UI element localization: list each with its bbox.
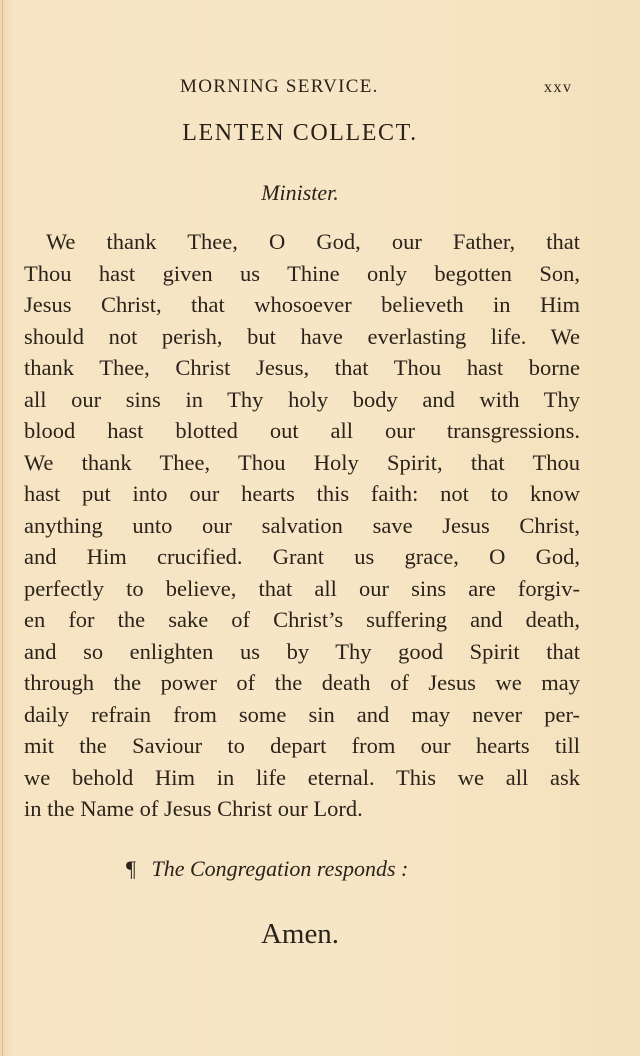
collect-line: en for the sake of Christ’s suffering and death,	[24, 607, 580, 632]
congregation-response: Amen.	[260, 918, 340, 950]
collect-line: Thou hast given us Thine only begotten Son,	[24, 260, 580, 286]
page-edge	[2, 0, 3, 1056]
section-heading: LENTEN COLLECT.	[182, 120, 418, 146]
collect-line: we behold Him in life eternal. This we all ask	[24, 764, 580, 790]
page-number: xxv	[544, 79, 573, 96]
collect-line: blood hast blotted out all our transgressions.	[24, 418, 580, 443]
collect-line: perfectly to believe, that all our sins are forgiv-	[24, 575, 580, 601]
collect-line: hast put into our hearts this faith: not to know	[24, 481, 580, 506]
collect-text	[24, 226, 580, 825]
collect-line: and Him crucified. Grant us grace, O God,	[24, 544, 580, 569]
speaker-label: Minister.	[261, 180, 339, 205]
running-title: MORNING SERVICE.	[180, 76, 379, 97]
collect-line: anything unto our salvation save Jesus Christ,	[24, 512, 580, 538]
running-head	[0, 76, 640, 104]
collect-line: in the Name of Jesus Christ our Lord.	[24, 796, 363, 821]
collect-line: should not perish, but have everlasting life. We	[24, 323, 580, 349]
collect-line: all our sins in Thy holy body and with Thy	[24, 386, 580, 412]
pilcrow-icon: ¶	[126, 856, 136, 881]
collect-line: daily refrain from some sin and may never per-	[24, 701, 580, 727]
collect-line: We thank Thee, O God, our Father, that	[46, 229, 580, 254]
collect-line: through the power of the death of Jesus we may	[24, 670, 580, 695]
rubric	[126, 856, 408, 886]
collect-line: Jesus Christ, that whosoever believeth in Him	[24, 292, 580, 317]
collect-line: and so enlighten us by Thy good Spirit that	[24, 638, 580, 664]
collect-line: thank Thee, Christ Jesus, that Thou hast borne	[24, 355, 580, 380]
collect-line: mit the Saviour to depart from our hearts till	[24, 733, 580, 758]
collect-line: We thank Thee, Thou Holy Spirit, that Thou	[24, 449, 580, 475]
rubric-text: The Congregation responds :	[151, 856, 409, 881]
